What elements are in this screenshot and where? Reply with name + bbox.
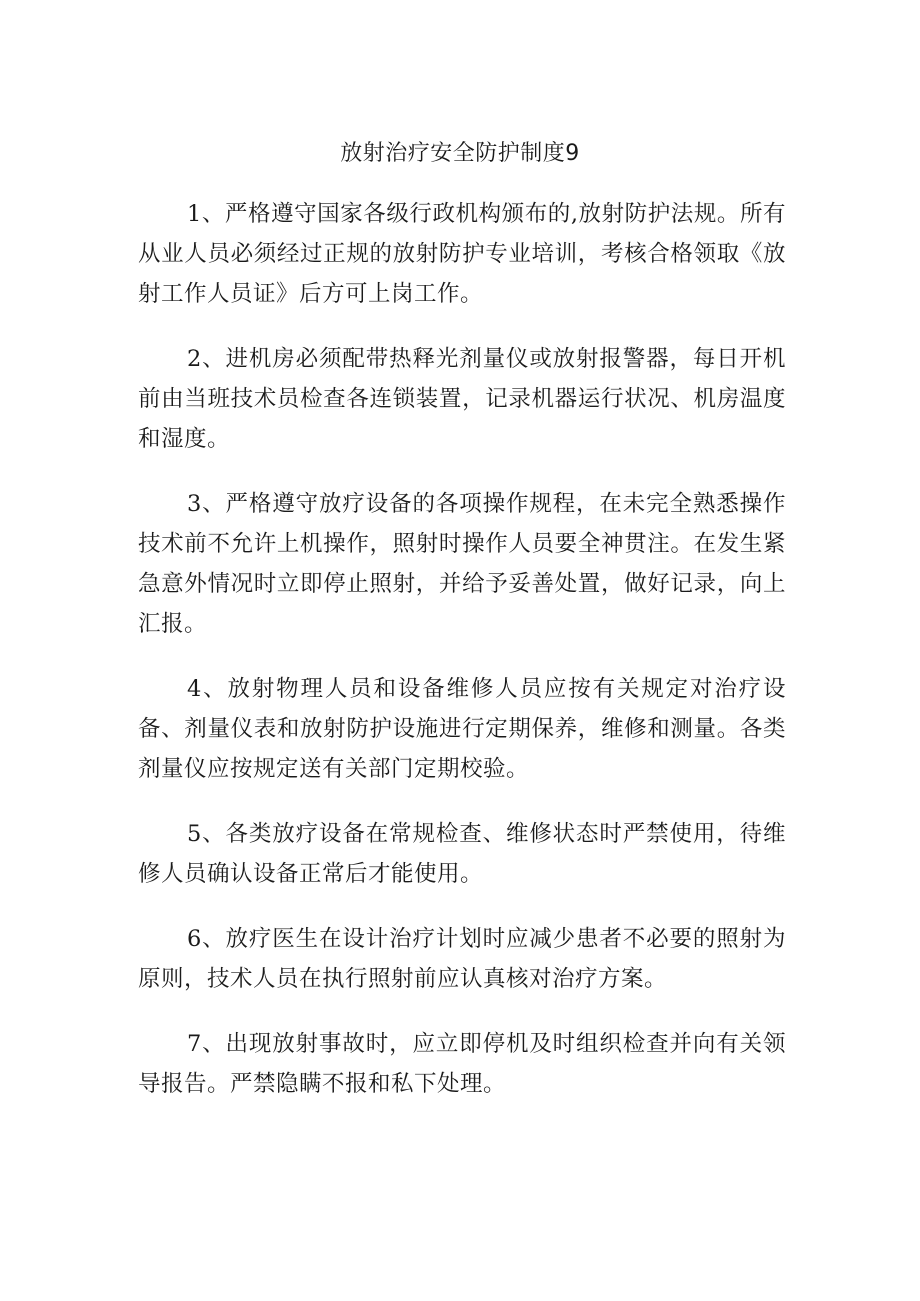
paragraph-2: 2、进机房必须配带热释光剂量仪或放射报警器，每日开机前由当班技术员检查各连锁装置，记录机器运行状况、机房温度和湿度。 bbox=[138, 346, 786, 452]
paragraph-4: 4、放射物理人员和设备维修人员应按有关规定对治疗设备、剂量仪表和放射防护设施进行定期保养，维修和测量。各类剂量仪应按规定送有关部门定期校验。 bbox=[138, 676, 786, 782]
paragraph-7: 7、出现放射事故时，应立即停机及时组织检查并向有关领导报告。严禁隐瞒不报和私下处理。 bbox=[138, 1031, 786, 1097]
paragraph-6: 6、放疗医生在设计治疗计划时应减少患者不必要的照射为原则，技术人员在执行照射前应认真核对治疗方案。 bbox=[138, 926, 786, 992]
paragraph-3: 3、严格遵守放疗设备的各项操作规程，在未完全熟悉操作技术前不允许上机操作，照射时操作人员要全神贯注。在发生紧急意外情况时立即停止照射，并给予妥善处置，做好记录，向上汇报。 bbox=[138, 491, 786, 637]
paragraph-5: 5、各类放疗设备在常规检查、维修状态时严禁使用，待维修人员确认设备正常后才能使用。 bbox=[138, 821, 786, 887]
paragraph-1: 1、严格遵守国家各级行政机构颁布的,放射防护法规。所有从业人员必须经过正规的放射防护专业培训，考核合格领取《放射工作人员证》后方可上岗工作。 bbox=[138, 201, 786, 307]
document-title: 放射治疗安全防护制度9 bbox=[340, 141, 580, 166]
document-body bbox=[138, 194, 786, 1129]
